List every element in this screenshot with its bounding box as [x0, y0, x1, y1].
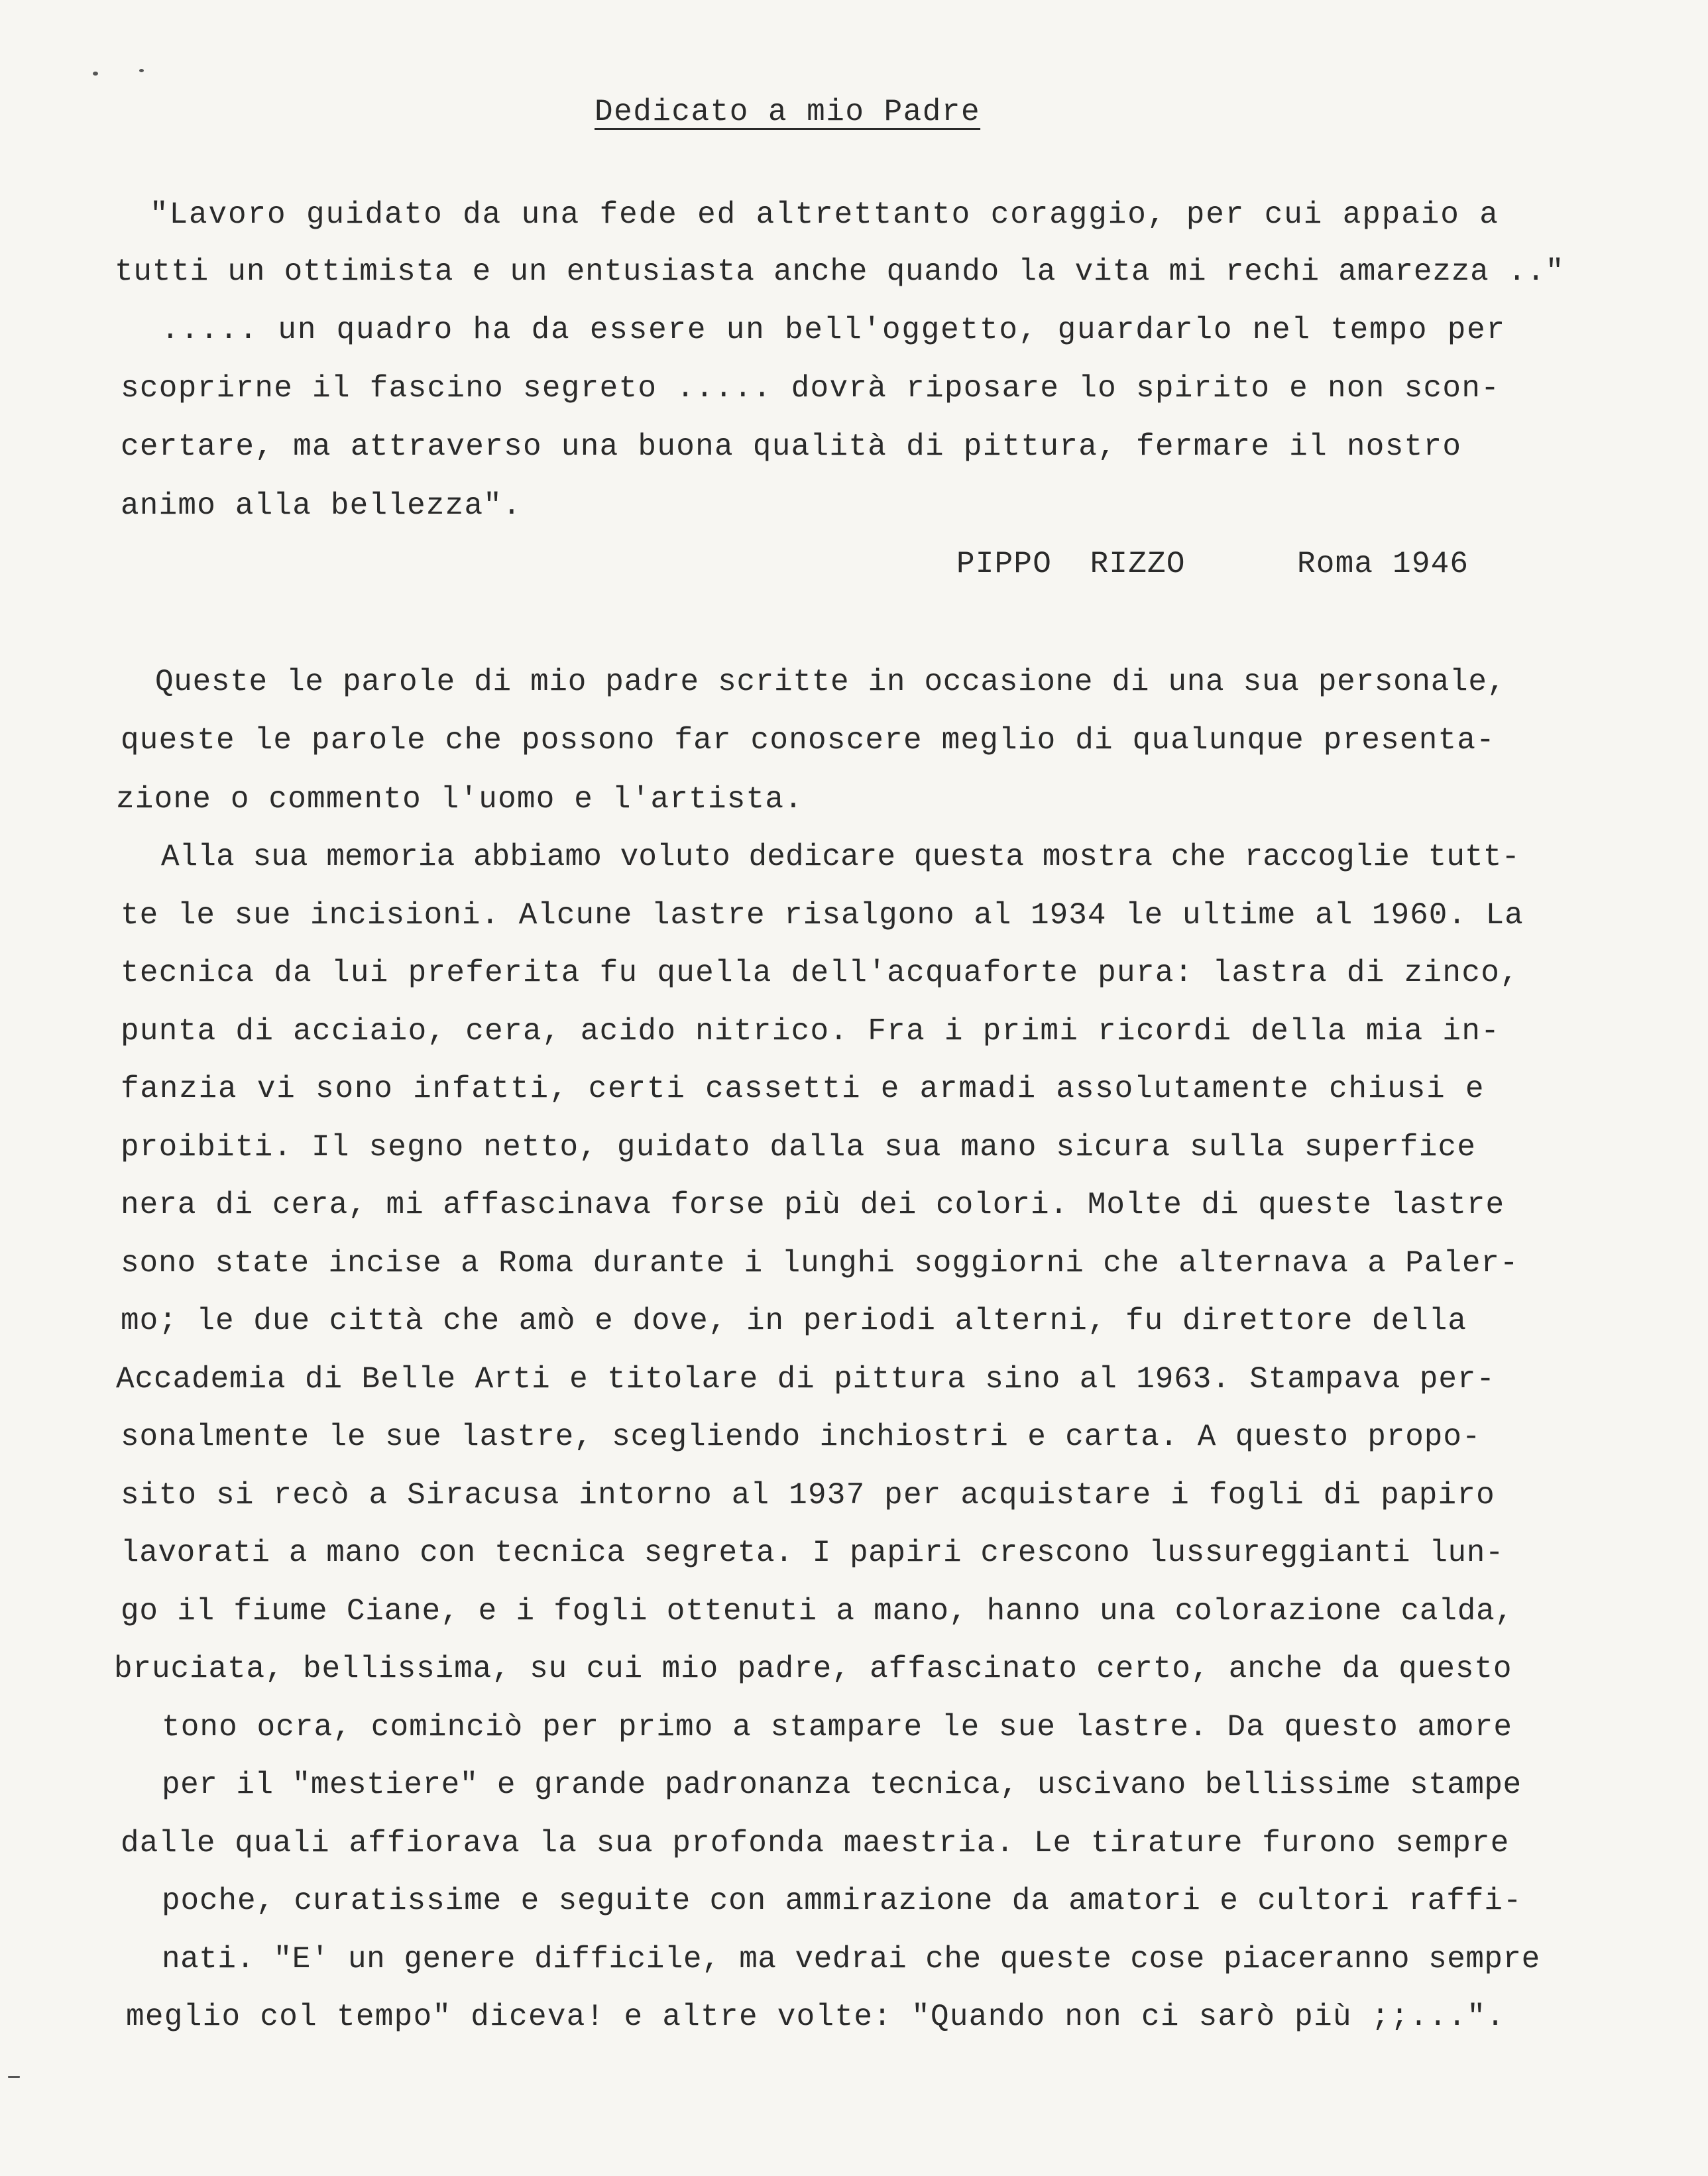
- quote-line: certare, ma attraverso una buona qualità di pittura, fermare il nostro: [121, 429, 1462, 464]
- paragraph-line: lavorati a mano con tecnica segreta. I papiri crescono lussureggianti lun-: [121, 1536, 1505, 1570]
- paragraph-line: meglio col tempo" diceva! e altre volte: "Quando non ci sarò più ;;...".: [126, 2000, 1506, 2034]
- paper-speck: [8, 2076, 20, 2078]
- paragraph-line: nati. "E' un genere difficile, ma vedrai che queste cose piaceranno sempre: [162, 1942, 1540, 1976]
- quote-line: scoprirne il fascino segreto ..... dovrà riposare lo spirito e non scon-: [121, 371, 1501, 406]
- paragraph-line: proibiti. Il segno netto, guidato dalla sua mano sicura sulla superfice: [121, 1130, 1477, 1165]
- paragraph-line: sono state incise a Roma durante i lunghi soggiorni che alternava a Paler-: [121, 1246, 1519, 1281]
- signature-place-date: Roma 1946: [1297, 547, 1469, 581]
- paragraph-line: Accademia di Belle Arti e titolare di pittura sino al 1963. Stampava per-: [116, 1362, 1495, 1397]
- paragraph-line: zione o commento l'uomo e l'artista.: [116, 782, 803, 817]
- paragraph-line: queste le parole che possono far conoscere meglio di qualunque presenta-: [121, 723, 1495, 758]
- quote-line: "Lavoro guidato da una fede ed altrettanto coraggio, per cui appaio a: [150, 198, 1499, 232]
- paragraph-line: go il fiume Ciane, e i fogli ottenuti a mano, hanno una colorazione calda,: [121, 1594, 1514, 1629]
- quote-line: animo alla bellezza".: [121, 488, 522, 523]
- quote-line: tutti un ottimista e un entusiasta anche quando la vita mi rechi amarezza ..": [115, 255, 1565, 289]
- paragraph-line: te le sue incisioni. Alcune lastre risalgono al 1934 le ultime al 1960. La: [121, 898, 1524, 933]
- paragraph-line: poche, curatissime e seguite con ammirazione da amatori e cultori raffi-: [162, 1884, 1522, 1918]
- paragraph-line: bruciata, bellissima, su cui mio padre, affascinato certo, anche da questo: [114, 1652, 1512, 1686]
- paragraph-line: punta di acciaio, cera, acido nitrico. Fra i primi ricordi della mia in-: [121, 1014, 1501, 1049]
- quote-line: ..... un quadro ha da essere un bell'oggetto, guardarlo nel tempo per: [161, 313, 1506, 347]
- paragraph-line: dalle quali affiorava la sua profonda maestria. Le tirature furono sempre: [121, 1826, 1510, 1861]
- paragraph-line: Queste le parole di mio padre scritte in occasione di una sua personale,: [155, 665, 1506, 699]
- paragraph-line: sonalmente le sue lastre, scegliendo inchiostri e carta. A questo propo-: [121, 1420, 1481, 1454]
- page-title: Dedicato a mio Padre: [595, 95, 981, 129]
- paper-speck: [93, 72, 98, 76]
- paper-speck: [139, 69, 144, 72]
- paragraph-line: mo; le due città che amò e dove, in periodi alterni, fu direttore della: [121, 1304, 1467, 1338]
- paragraph-line: tecnica da lui preferita fu quella dell'acquaforte pura: lastra di zinco,: [121, 956, 1520, 990]
- signature-name: PIPPO RIZZO: [956, 547, 1186, 581]
- paragraph-line: Alla sua memoria abbiamo voluto dedicare questa mostra che raccoglie tutt-: [161, 840, 1520, 874]
- paragraph-line: fanzia vi sono infatti, certi cassetti e armadi assolutamente chiusi e: [121, 1072, 1485, 1106]
- paragraph-line: tono ocra, cominciò per primo a stampare le sue lastre. Da questo amore: [162, 1710, 1513, 1745]
- paragraph-line: per il "mestiere" e grande padronanza tecnica, uscivano bellissime stampe: [162, 1768, 1522, 1802]
- paragraph-line: nera di cera, mi affascinava forse più dei colori. Molte di queste lastre: [121, 1188, 1505, 1222]
- paragraph-line: sito si recò a Siracusa intorno al 1937 per acquistare i fogli di papiro: [121, 1478, 1495, 1513]
